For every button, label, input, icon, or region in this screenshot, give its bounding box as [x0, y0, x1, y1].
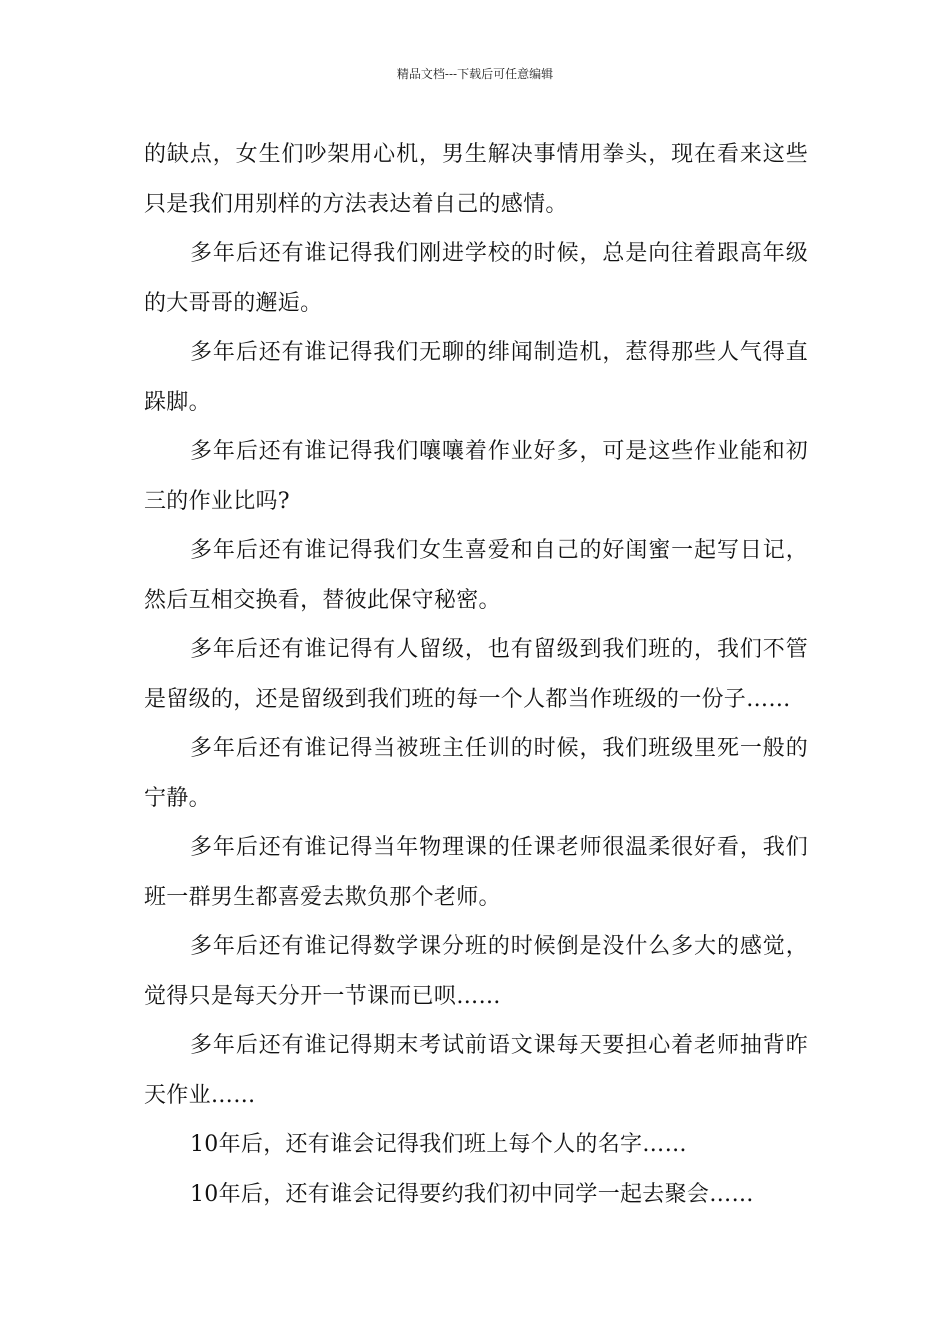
paragraph: 10年后，还有谁会记得要约我们初中同学一起去聚会……: [190, 1181, 754, 1207]
paragraph: 10年后，还有谁会记得我们班上每个人的名字……: [190, 1132, 687, 1157]
paragraph: 多年后还有谁记得我们刚进学校的时候，总是向往着跟高年级的大哥哥的邂逅。: [144, 241, 808, 316]
paragraph: 多年后还有谁记得我们无聊的绯闻制造机，惹得那些人气得直跺脚。: [144, 340, 808, 415]
paragraph: 多年后还有谁记得数学课分班的时候倒是没什么多大的感觉，觉得只是每天分开一节课而已呗……: [144, 934, 808, 1009]
paragraph: 多年后还有谁记得当被班主任训的时候，我们班级里死一般的宁静。: [144, 736, 808, 811]
paragraph: 多年后还有谁记得我们女生喜爱和自己的好闺蜜一起写日记，然后互相交换看，替彼此保守秘密。: [144, 538, 808, 613]
paragraph: 多年后还有谁记得当年物理课的任课老师很温柔很好看，我们班一群男生都喜爱去欺负那个老师。: [144, 835, 808, 910]
paragraph-continuation: 的缺点，女生们吵架用心机，男生解决事情用拳头，现在看来这些只是我们用别样的方法表达着自己的感情。: [144, 142, 808, 217]
paragraph: 多年后还有谁记得期末考试前语文课每天要担心着老师抽背昨天作业……: [144, 1033, 808, 1108]
page-header: 精品文档---下载后可任意编辑: [396, 67, 554, 81]
paragraph: 多年后还有谁记得有人留级，也有留级到我们班的，我们不管是留级的，还是留级到我们班的每一个人都当作班级的一份子……: [144, 637, 808, 712]
document-body: [144, 130, 808, 1219]
paragraph: 多年后还有谁记得我们嚷嚷着作业好多，可是这些作业能和初三的作业比吗?: [144, 439, 808, 514]
